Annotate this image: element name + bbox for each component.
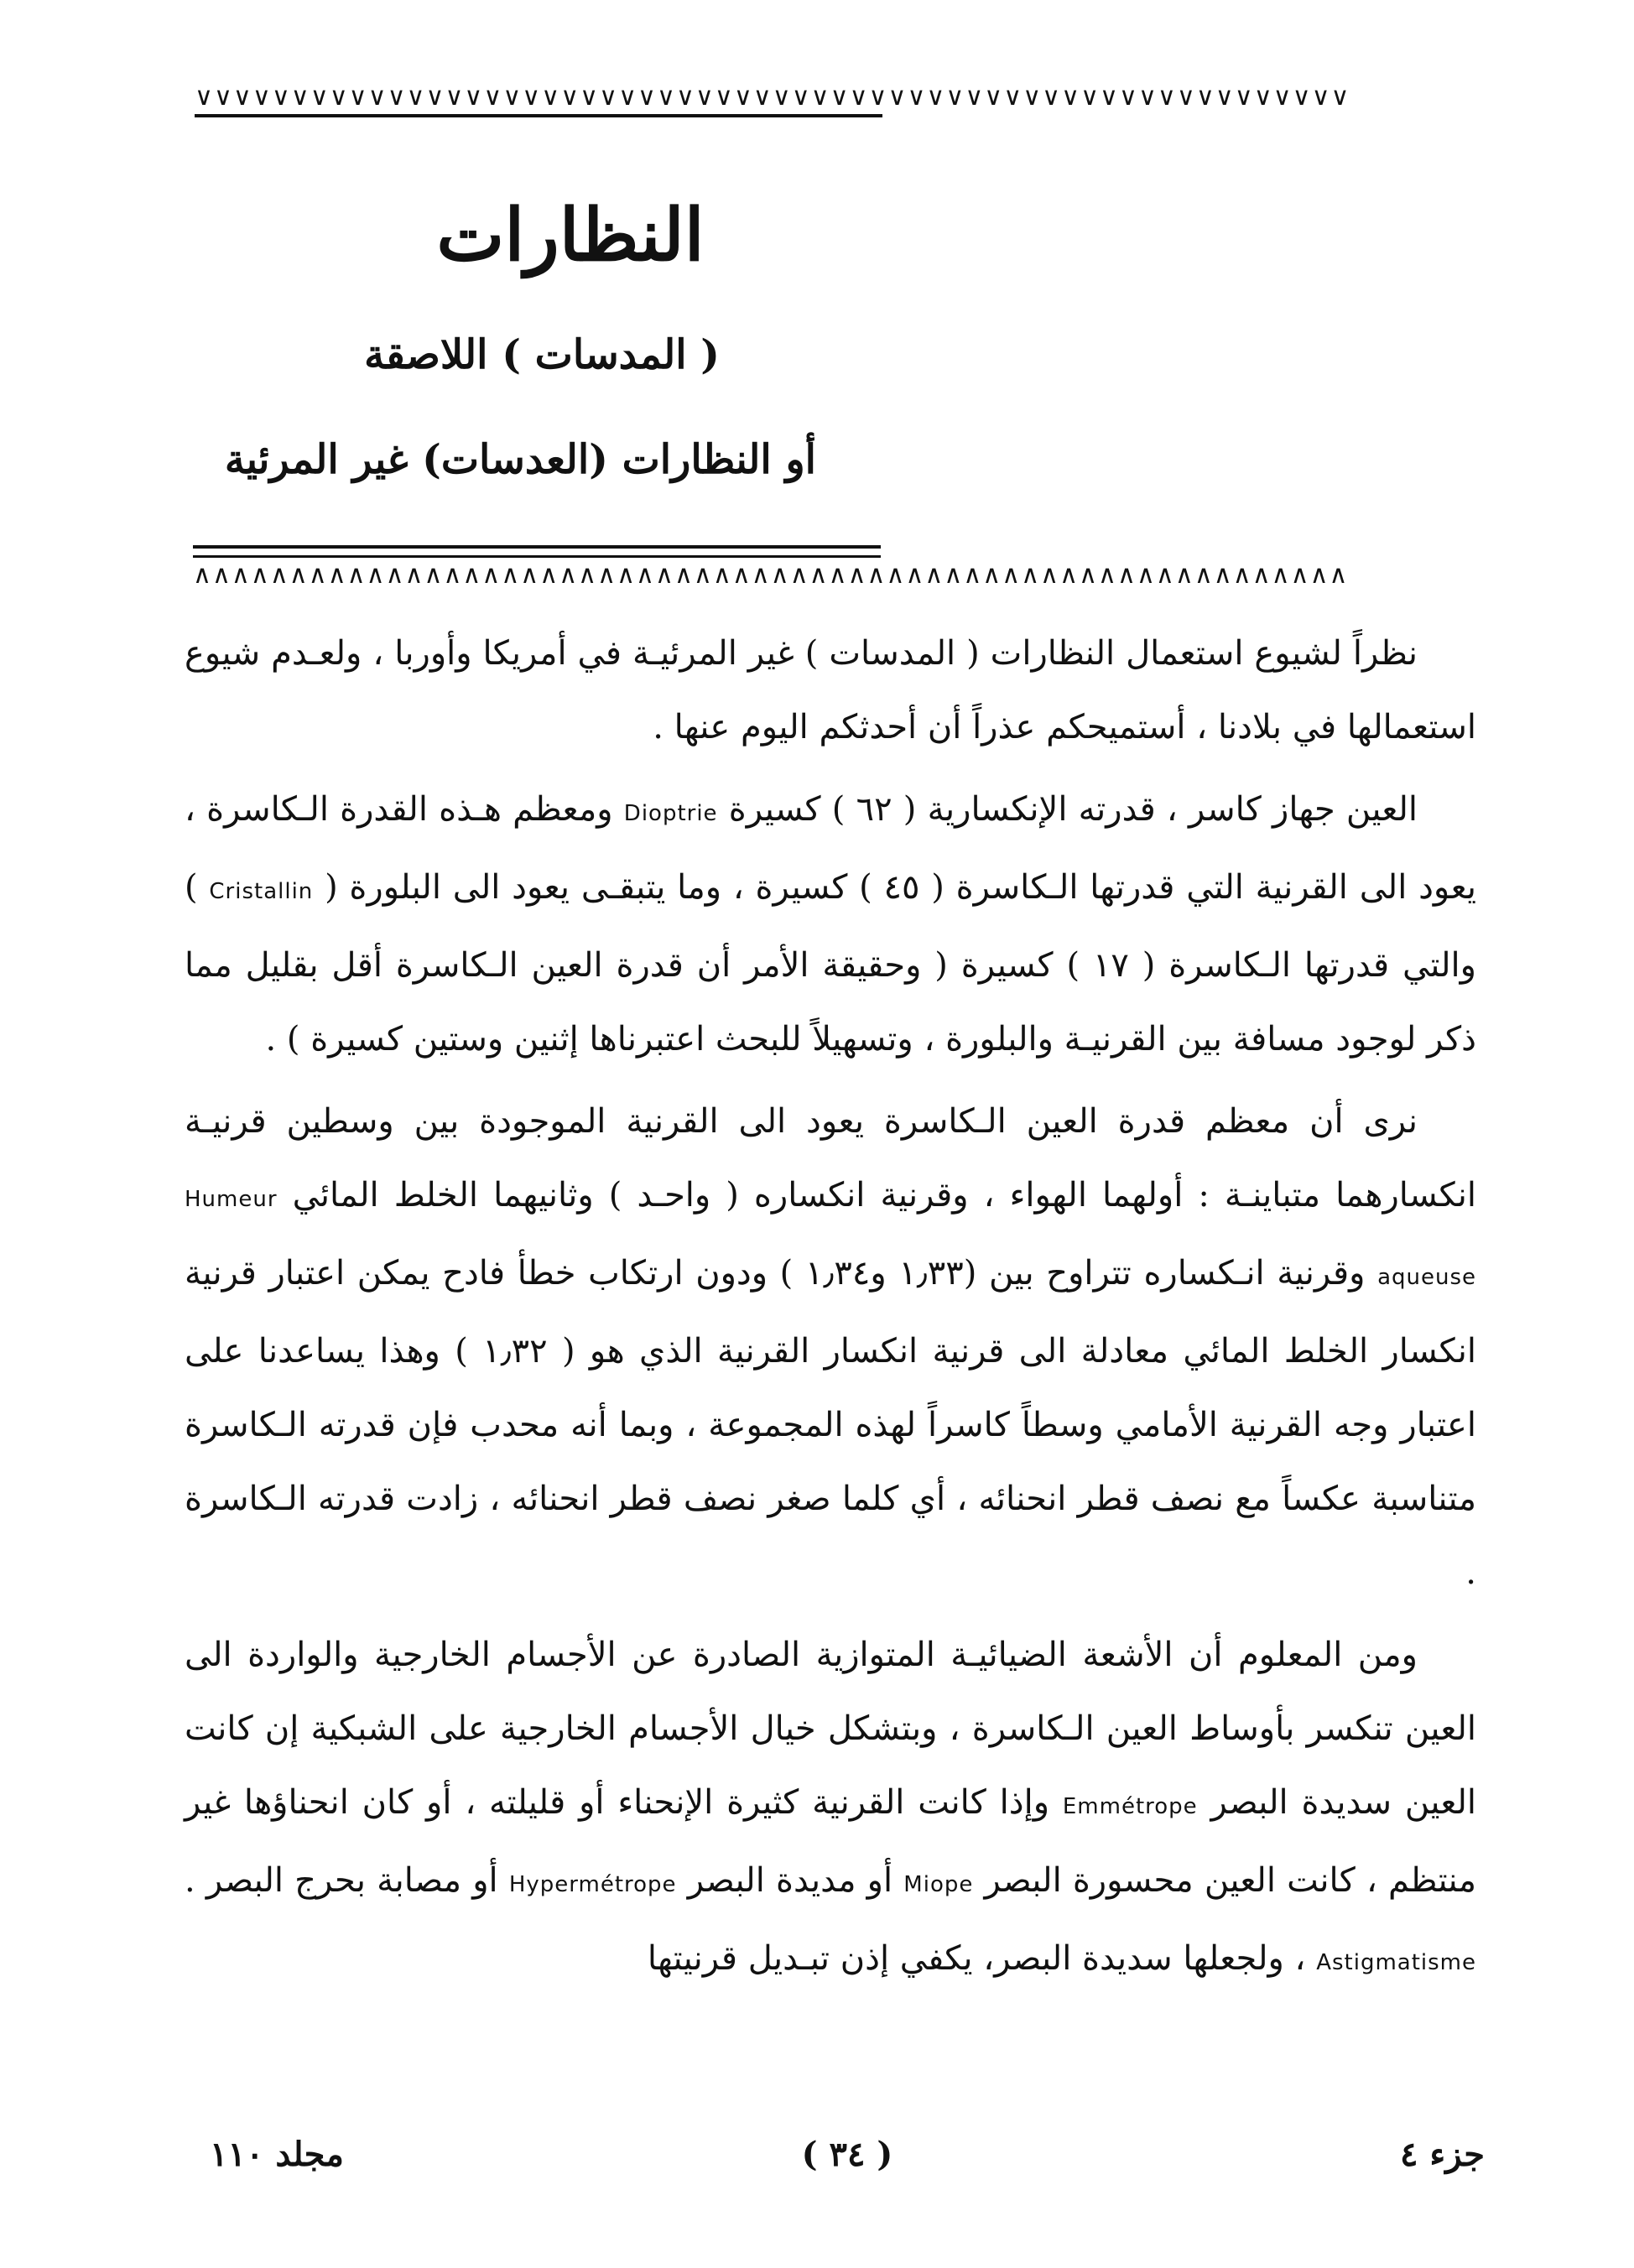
separator-rule-bottom — [193, 555, 881, 558]
page-title: النظارات — [436, 193, 705, 278]
term-miope: Miope — [903, 1872, 974, 1897]
footer-page-number: ( ٣٤ ) — [801, 2135, 893, 2174]
term-dioptrie: Dioptrie — [623, 801, 718, 826]
paragraph-intro-text: نظراً لشيوع استعمال النظارات ( المدسات ) غير المرئيـة في أمريكا وأوربا ، ولعـدم شيوع استعمالها في بلادنا ، أستميحكم عذراً أن أحدثكم اليوم عنها . — [185, 634, 1476, 746]
term-hypermetrope: Hypermétrope — [508, 1872, 677, 1897]
refraction-text-3: أو مديدة البصر — [687, 1861, 893, 1900]
subtitle-contact-lenses: ( المدسات ) اللاصقة — [364, 331, 720, 378]
paragraph-intro — [185, 616, 1476, 764]
refraction-text-2: وإذا كانت القرنية كثيرة الإنحناء أو قليلته ، أو كان انحناؤها غير منتظم ، كانت العين محسورة البصر — [185, 1783, 1477, 1900]
eye-power-text-3: ) والتي قدرتها الـكاسرة ( ١٧ ) كسيرة ( وحقيقة الأمر أن قدرة العين الـكاسرة أقل بقليل مما ذكر لوجود مسافة بين القرنيـة والبلورة ، وتسهيلاً للبحث اعتبرناها إثنين وستين كسيرة ) . — [185, 868, 1476, 1059]
footer-volume: مجلد ١١٠ — [210, 2135, 344, 2174]
eye-power-text-2: ومعظم هـذه القدرة الـكاسرة ، يعود الى القرنية التي قدرتها الـكاسرة ( ٤٥ ) كسيرة ، وما يتبقـى يعود الى البلورة ( — [185, 790, 1477, 907]
term-cristallin: Cristallin — [209, 879, 314, 904]
top-ornament-border: ∨∨∨∨∨∨∨∨∨∨∨∨∨∨∨∨∨∨∨∨∨∨∨∨∨∨∨∨∨∨∨∨∨∨∨∨∨∨∨∨∨∨∨∨∨∨∨∨∨∨∨∨∨∨∨∨∨∨∨∨ — [195, 82, 1350, 112]
eye-power-text-1: العين جهاز كاسر ، قدرته الإنكسارية ( ٦٢ ) كسيرة — [728, 790, 1418, 829]
term-emmetrope: Emmétrope — [1062, 1794, 1198, 1819]
term-humeur-aqueuse: Humeur aqueuse — [185, 1187, 1477, 1290]
article-body — [185, 616, 1476, 2008]
cornea-text-1: نرى أن معظم قدرة العين الـكاسرة يعود الى القرنية الموجودة بين وسطين قرنيـة انكسارهما متباينـة : أولهما الهواء ، وقرنية انكساره ( واحـد ) وثانيهما الخلط المائي — [185, 1102, 1476, 1215]
subtitle-invisible-glasses: أو النظارات (العدسات) غير المرئية — [224, 436, 816, 483]
paragraph-refraction — [185, 1618, 1476, 2000]
refraction-text-1: ومن المعلوم أن الأشعة الضيائيـة المتوازية الصادرة عن الأجسام الخارجية والواردة الى العين تنكسر بأوساط العين الـكاسرة ، وبتشكل خيال الأجسام الخارجية على الشبكية إن كانت العين سديدة البصر — [185, 1636, 1476, 1822]
refraction-text-4: أو مصابة بحرج البصر . — [185, 1861, 498, 1900]
paragraph-eye-power — [185, 772, 1476, 1076]
refraction-text-5: ، ولجعلها سديدة البصر، يكفي إذن تبـديل قرنيتها — [647, 1939, 1306, 1978]
term-astigmatisme: Astigmatisme — [1316, 1950, 1476, 1975]
footer-part-number: جزء ٤ — [1399, 2135, 1485, 2174]
cornea-text-2: وقرنية انـكساره تتراوح بين (١٫٣٣ و١٫٣٤ ) ودون ارتكاب خطأ فادح يمكن اعتبار قرنية انكسار الخلط المائي معادلة الى قرنية انكسار القرنية الذي هو ( ١٫٣٢ ) وهذا يساعدنا على اعتبار وجه القرنية الأمامي وسطاً كاسراً لهذه المجموعة ، وبما أنه محدب فإن قدرته الـكاسرة متناسبة عكساً مع نصف قطر انحنائه ، أي كلما صغر نصف قطر انحنائه ، زادت قدرته الـكاسرة . — [185, 1254, 1477, 1592]
separator-ornament-border: ∧∧∧∧∧∧∧∧∧∧∧∧∧∧∧∧∧∧∧∧∧∧∧∧∧∧∧∧∧∧∧∧∧∧∧∧∧∧∧∧∧∧∧∧∧∧∧∧∧∧∧∧∧∧∧∧∧∧∧∧ — [193, 560, 1349, 590]
paragraph-cornea — [185, 1085, 1476, 1610]
top-ornament-rule — [195, 114, 882, 117]
separator-rule-top — [193, 545, 881, 549]
